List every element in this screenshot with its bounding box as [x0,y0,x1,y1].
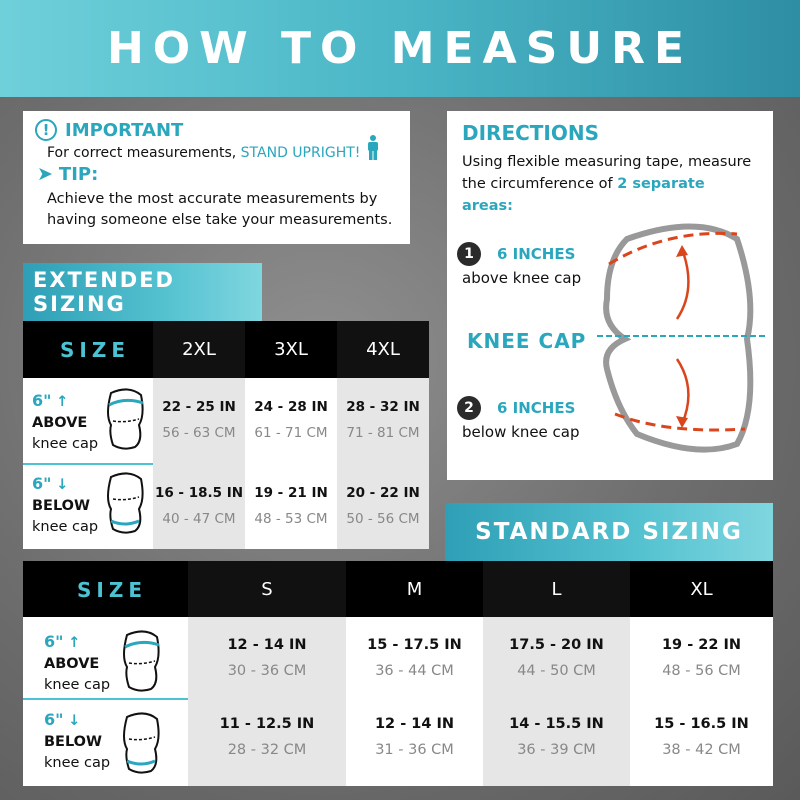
arrow-up-icon: ↑ [68,635,81,651]
standard-col-xl: XL [690,579,713,600]
exclamation-icon: ! [35,119,57,141]
extended-size-label: SIZE [60,338,131,362]
chevron-right-icon: ➤ [37,163,53,185]
directions-panel [447,111,773,480]
point-2 [457,396,575,420]
extended-cell-4xl-above: 28 - 32 IN 71 - 81 CM [346,399,420,441]
page-title: HOW TO MEASURE [106,23,694,74]
standing-person-icon [366,135,380,161]
standard-cell-l-above: 17.5 - 20 IN 44 - 50 CM [509,637,604,679]
down-arrow-curve [677,359,688,424]
standard-col-s: S [261,579,273,600]
extended-cell-4xl-below: 20 - 22 IN 50 - 56 CM [346,485,420,527]
page-header [0,0,800,97]
point-1-sub: above knee cap [462,269,582,287]
extended-cell-3xl-above: 24 - 28 IN 61 - 71 CM [254,399,328,441]
extended-cell-3xl-below: 19 - 21 IN 48 - 53 CM [254,485,328,527]
standard-row-above-label: 6" ↑ ABOVE knee cap [44,632,111,693]
knee-below-icon [105,469,147,535]
extended-table [23,321,429,549]
arrow-up-icon: ↑ [56,394,69,410]
standard-col-m: M [406,579,423,600]
knee-below-icon [121,709,163,775]
point-1-badge: 1 [457,242,481,266]
standard-table-header [23,561,773,617]
tip-heading: TIP: [58,163,99,185]
extended-row-above-label: 6" ↑ ABOVE knee cap [32,391,99,452]
extended-col-4xl: 4XL [366,339,400,360]
up-arrow-curve [677,249,688,319]
extended-col-3xl: 3XL [274,339,308,360]
extended-table-header [23,321,429,378]
important-text: For correct measurements, STAND UPRIGHT! [47,145,398,161]
important-panel [23,111,410,244]
standard-cell-xl-above: 19 - 22 IN 48 - 56 CM [661,637,742,679]
arrow-down-icon: ↓ [56,477,69,493]
point-2-badge: 2 [457,396,481,420]
knee-cap-line [597,333,767,339]
point-1-label: 6 INCHES [497,245,576,263]
standard-cell-m-below: 12 - 14 IN 31 - 36 CM [374,716,455,758]
standard-cell-s-above: 12 - 14 IN 30 - 36 CM [227,637,307,679]
directions-text: Using flexible measuring tape, measure the circumference of 2 separate areas: [462,154,752,214]
extended-cell-2xl-above: 22 - 25 IN 56 - 63 CM [162,399,236,441]
knee-cap-label: KNEE CAP [467,329,587,353]
standard-cell-s-below: 11 - 12.5 IN 28 - 32 CM [219,716,315,758]
standard-col-l: L [551,579,562,600]
standard-sizing-banner: STANDARD SIZING [445,503,773,561]
extended-row-below-label: 6" ↓ BELOW knee cap [32,474,99,535]
knee-above-icon [121,627,163,693]
standard-size-label: SIZE [77,578,148,602]
extended-sizing-banner: EXTENDED SIZING [23,263,262,321]
extended-cell-2xl-below: 16 - 18.5 IN 40 - 47 CM [154,485,244,527]
arrow-down-icon: ↓ [68,713,81,729]
point-1 [457,242,575,266]
standard-cell-m-above: 15 - 17.5 IN 36 - 44 CM [367,637,462,679]
extended-col-2xl: 2XL [182,339,216,360]
up-arrow-head [676,245,688,257]
point-2-label: 6 INCHES [497,399,576,417]
important-heading: IMPORTANT [65,119,184,141]
knee-above-icon [105,385,147,451]
knee-diagram [597,219,767,459]
tip-text: Achieve the most accurate measurements by having someone else take your measurements. [47,191,393,228]
standard-cell-l-below: 14 - 15.5 IN 36 - 39 CM [509,716,604,758]
down-arrow-head [676,416,688,428]
point-2-sub: below knee cap [462,423,580,441]
standard-row-below-label: 6" ↓ BELOW knee cap [44,710,111,771]
standard-table [23,561,773,786]
standard-cell-xl-below: 15 - 16.5 IN 38 - 42 CM [654,716,749,758]
directions-heading: DIRECTIONS [462,121,600,145]
